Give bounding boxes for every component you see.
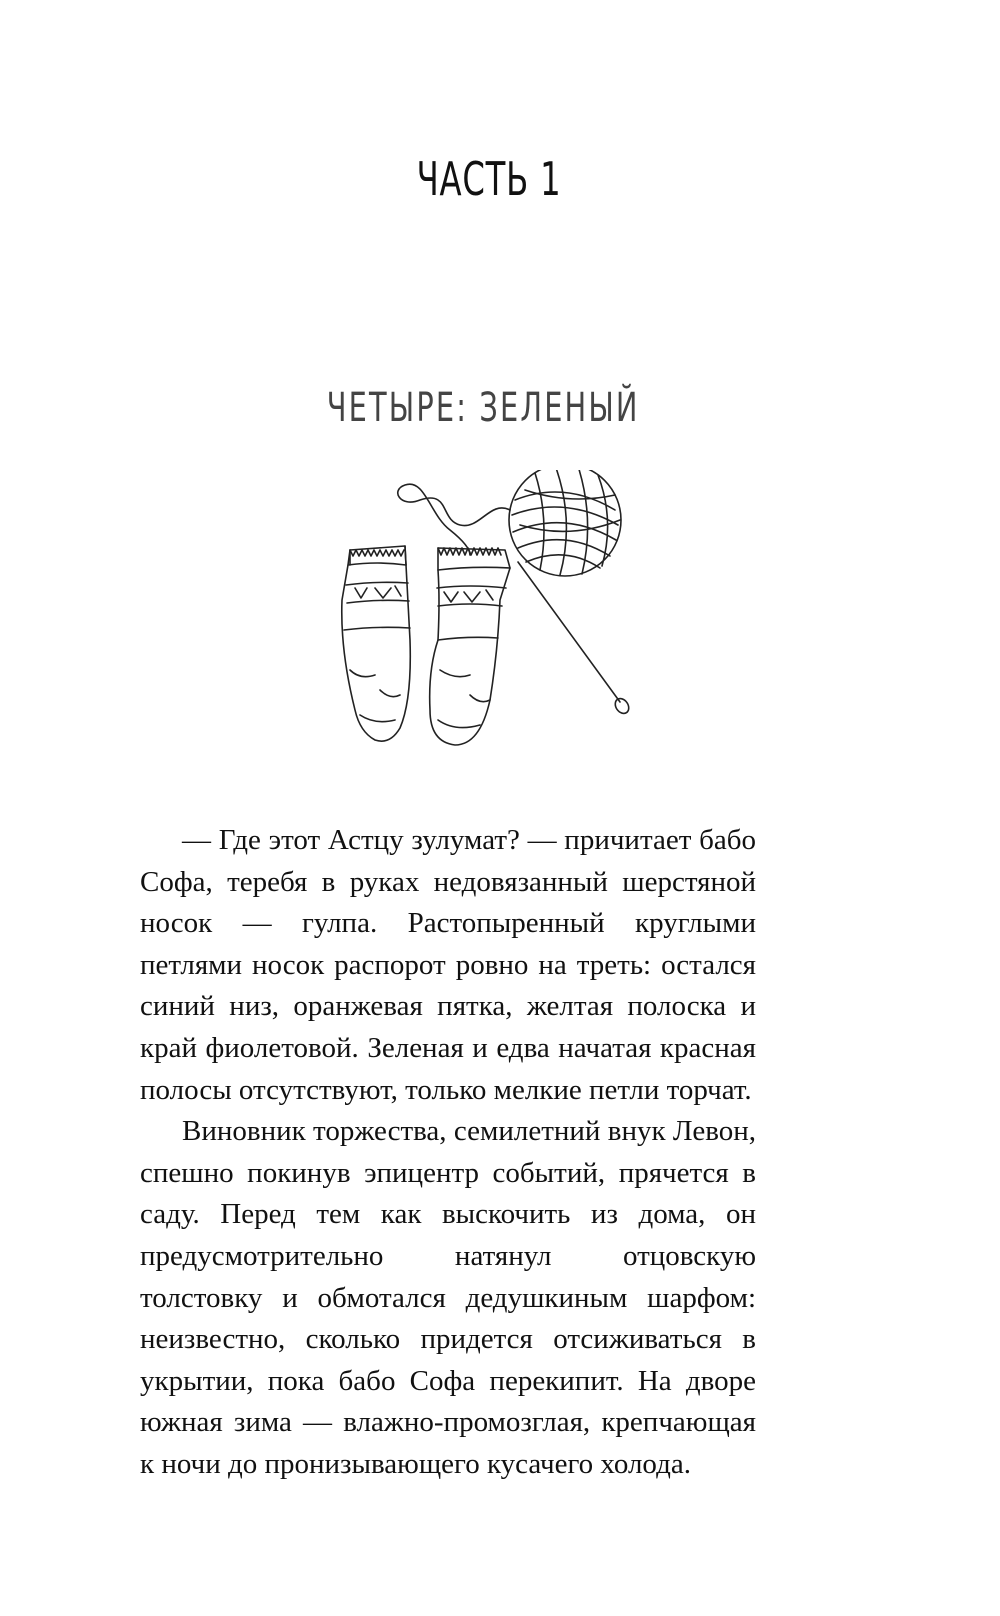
body-text (140, 820, 756, 1486)
chapter-title: ЧЕТЫРЕ: ЗЕЛЕНЫЙ (326, 385, 640, 431)
paragraph: — Где этот Астцу зулумат? — причитает бабо Софа, теребя в руках недовязанный шерстяной носок — гулпа. Растопыренный круглыми петлями носок распорот ровно на треть: остался синий низ, оранжевая пятка, желтая полоска и край фиолетовой. Зеленая и едва начатая красная полосы отсутствуют, только мелкие петли торчат. (140, 824, 756, 1106)
knitting-needle-icon (518, 562, 620, 702)
paragraph: Виновник торжества, семилетний внук Левон, спешно покинув эпицентр событий, прячется в саду. Перед тем как выскочить из дома, он предусмотрительно натянул отцовскую толстовку и обмотался дедушкиным шарфом: неизвестно, сколько придется отсиживаться в укрытии, пока бабо Софа перекипит. На дворе южная зима — влажно-промозглая, крепчающая к ночи до пронизывающего кусачего холода. (140, 1115, 756, 1480)
left-sock-icon (342, 546, 411, 741)
knitted-socks-and-yarn-illustration (320, 470, 650, 760)
right-sock-icon (430, 548, 510, 745)
part-title: ЧАСТЬ 1 (416, 152, 562, 206)
